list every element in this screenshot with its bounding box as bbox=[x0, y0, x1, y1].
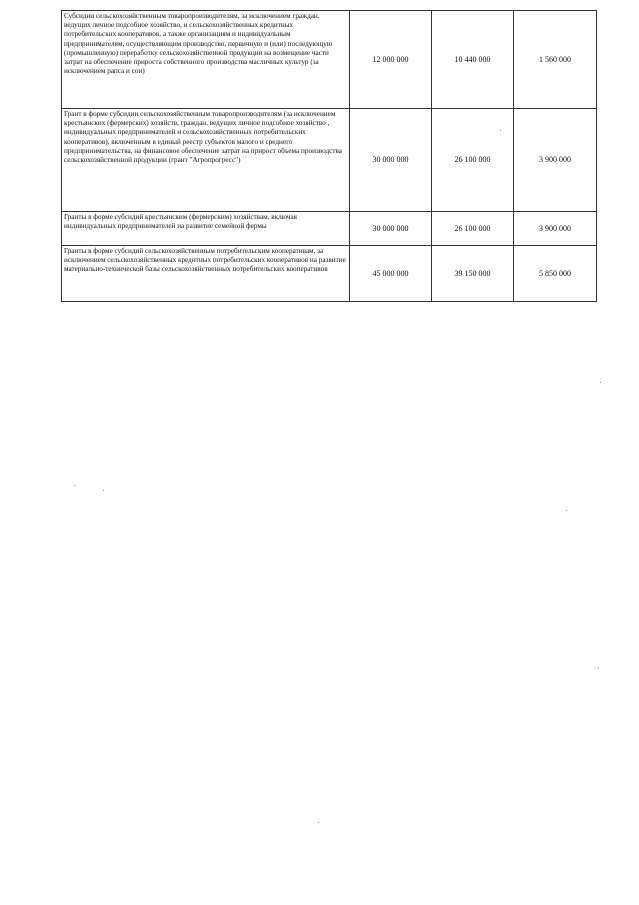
scan-speck bbox=[500, 130, 501, 131]
row-value-1: 30 000 000 bbox=[350, 212, 432, 246]
scan-speck bbox=[103, 490, 104, 491]
row-description: Субсидии сельскохозяйственным товаропроизводителям, за исключением граждан, ведущих личное подсобное хозяйство, и сельскохозяйственных кредитных потребительских кооперативов, а также организациям и индивидуальным предпринимателям, осуществляющим производство, первичную и (или) последующую (промышленную) переработку сельскохозяйственной продукции на возмещение части затрат на обеспечение прироста собственного производства масличных культур (за исключением рапса и сои) bbox=[62, 11, 350, 109]
row-value-3: 5 850 000 bbox=[514, 246, 597, 302]
subsidy-table bbox=[61, 10, 597, 302]
scan-speck bbox=[598, 668, 599, 669]
row-value-1: 30 000 000 bbox=[350, 109, 432, 212]
row-value-2: 39 150 000 bbox=[432, 246, 514, 302]
table-row bbox=[62, 212, 597, 246]
row-description: Гранты в форме субсидий крестьянским (фермерским) хозяйствам, включая индивидуальных предпринимателей на развитие семейной фермы bbox=[62, 212, 350, 246]
row-value-2: 10 440 000 bbox=[432, 11, 514, 109]
row-value-2: 26 100 000 bbox=[432, 212, 514, 246]
scan-speck bbox=[74, 485, 75, 486]
row-description: Грант в форме субсидии сельскохозяйственным товаропроизводителям (за исключением крестьянских (фермерских) хозяйств, граждан, ведущих личное подсобное хозяйство , индивидуальных предпринимателей и сельскохозяйственных потребительских кооперативов), включенным в единый реестр субъектов малого и среднего предпринимательства, на финансовое обеспечение затрат на прирост объема производства сельскохозяйственной продукции (грант "Агропрогресс") bbox=[62, 109, 350, 212]
table-row bbox=[62, 246, 597, 302]
scan-speck bbox=[566, 510, 567, 511]
row-value-3: 3 900 000 bbox=[514, 109, 597, 212]
row-value-2: 26 100 000 bbox=[432, 109, 514, 212]
scan-speck bbox=[318, 822, 319, 823]
scan-speck bbox=[600, 382, 601, 383]
row-value-3: 3 900 000 bbox=[514, 212, 597, 246]
row-value-1: 45 000 000 bbox=[350, 246, 432, 302]
row-value-3: 1 560 000 bbox=[514, 11, 597, 109]
table-row bbox=[62, 109, 597, 212]
row-description: Гранты в форме субсидий сельскохозяйственным потребительским кооперативам, за исключением сельскохозяйственных кредитных потребительских кооперативов на развитие материально-технической базы сельскохозяйственных потребительских кооперативов bbox=[62, 246, 350, 302]
row-value-1: 12 000 000 bbox=[350, 11, 432, 109]
table-row bbox=[62, 11, 597, 109]
